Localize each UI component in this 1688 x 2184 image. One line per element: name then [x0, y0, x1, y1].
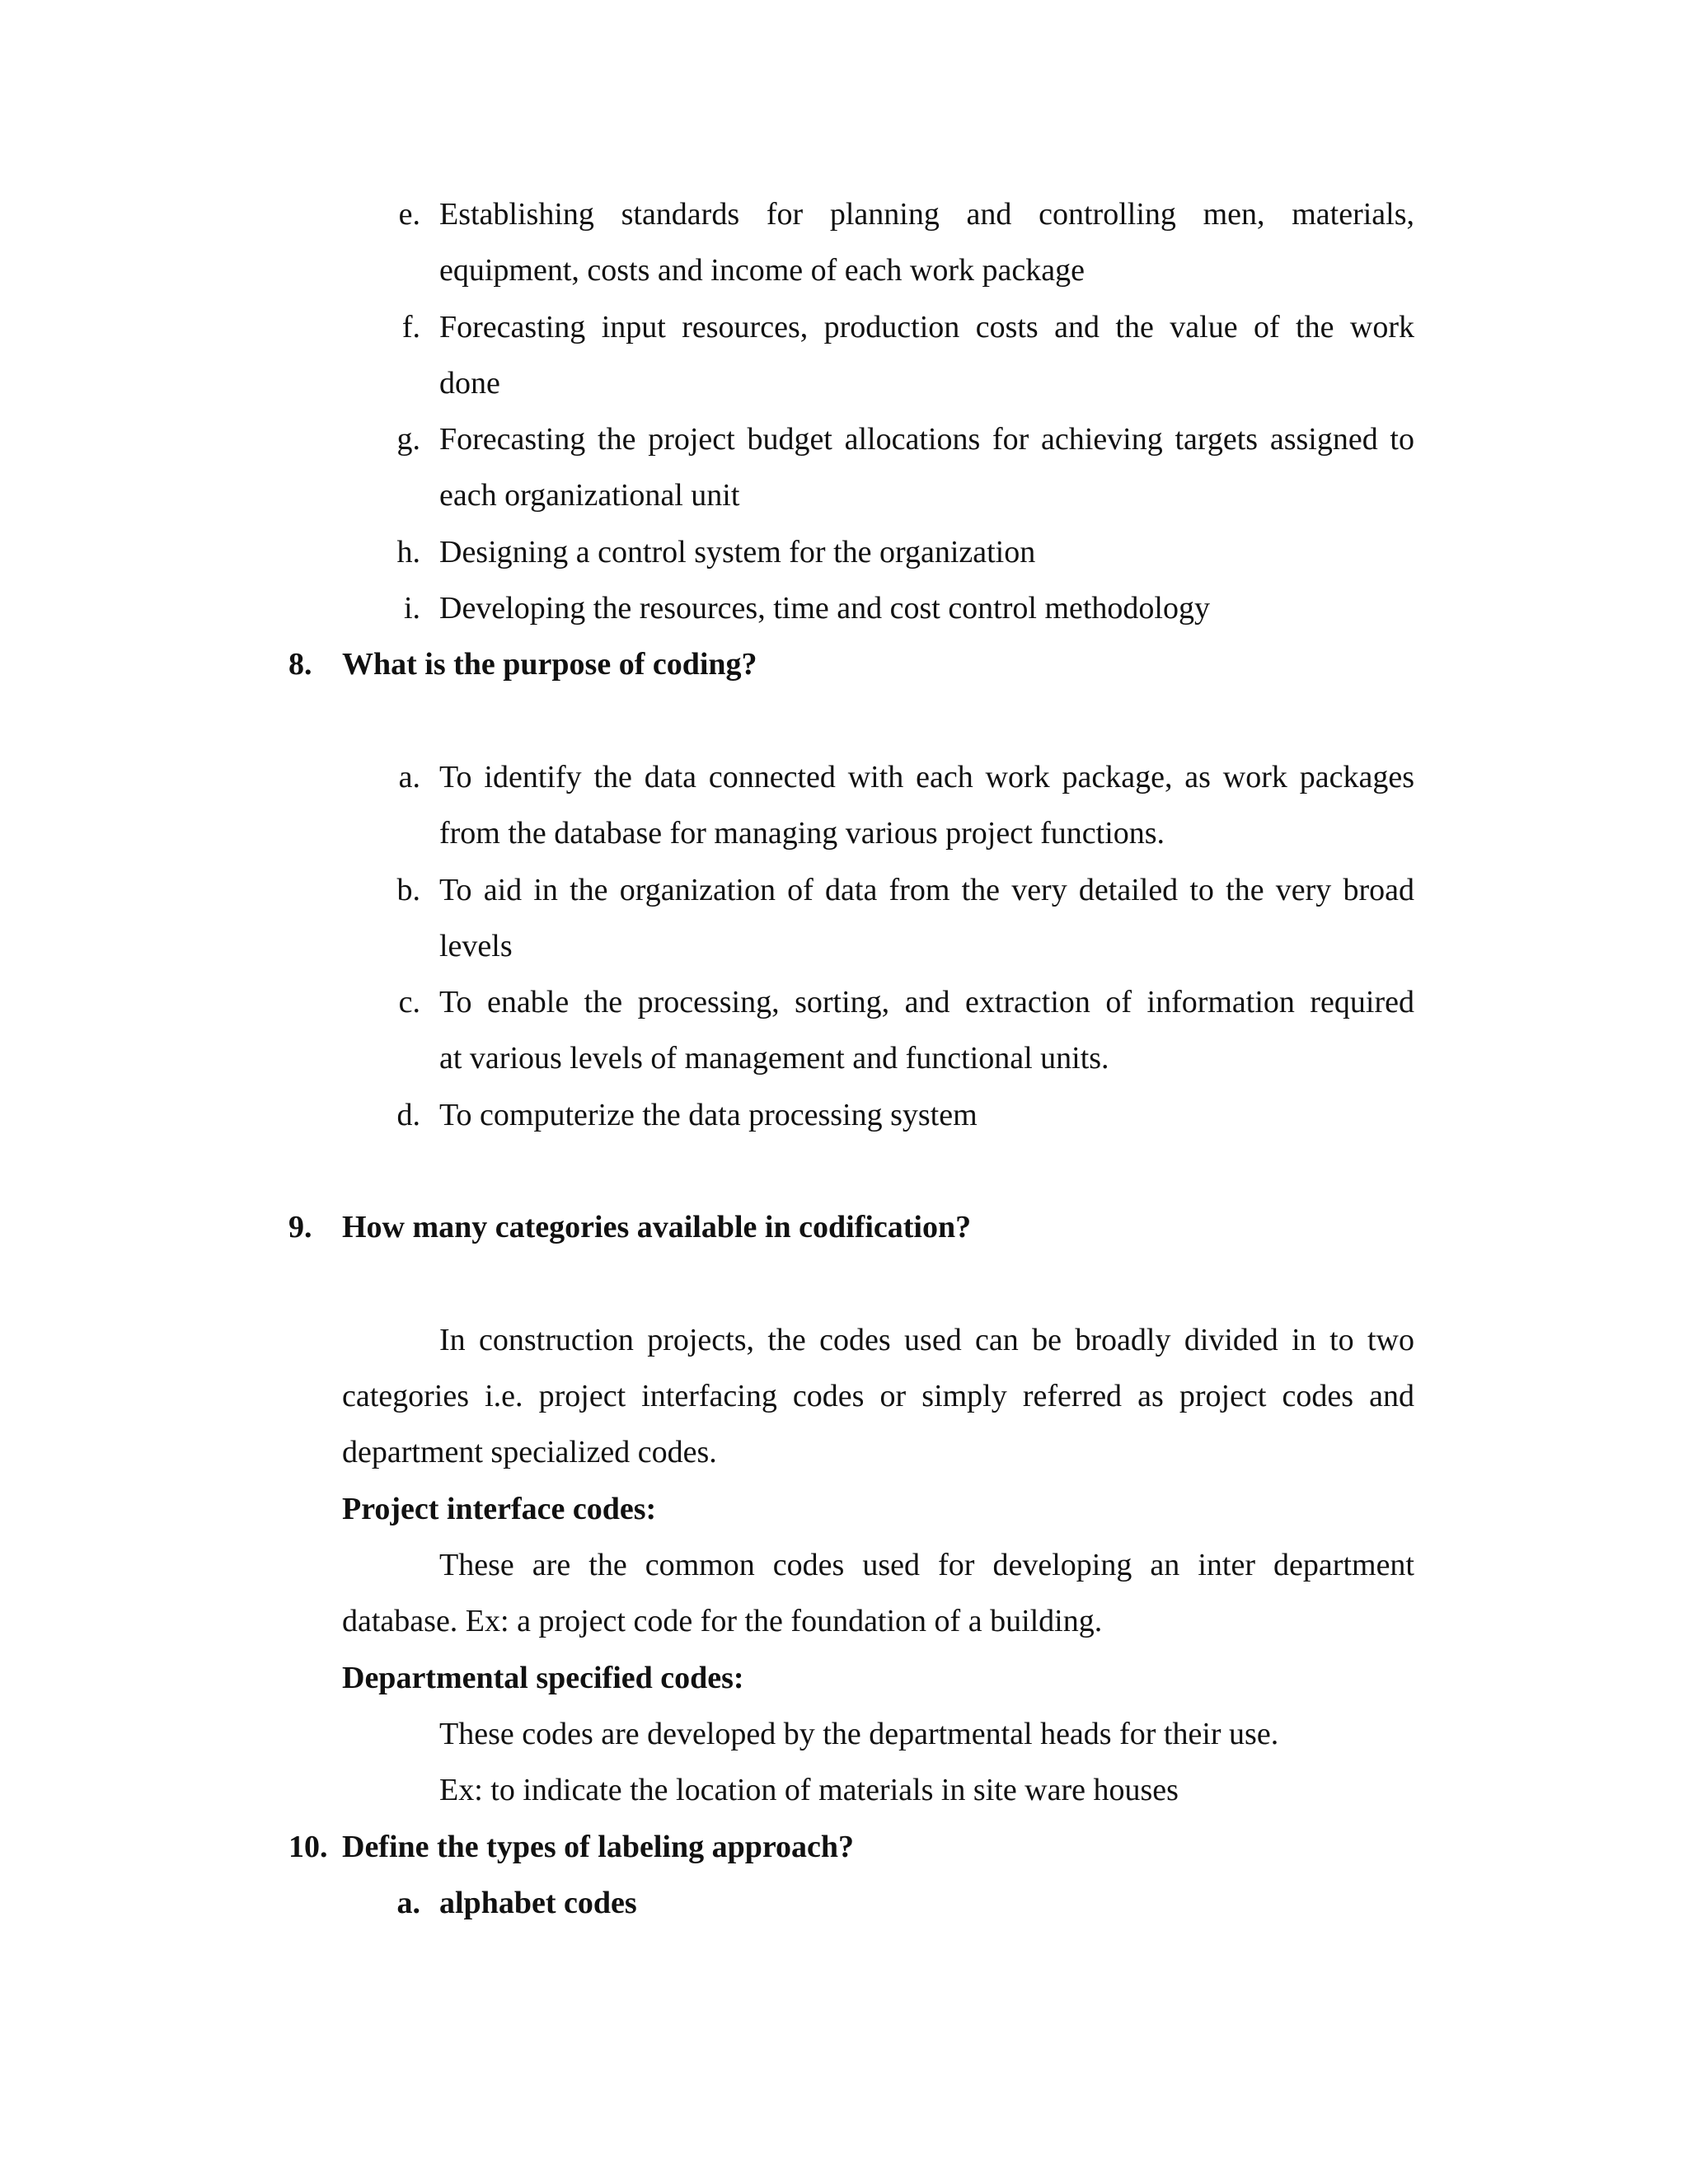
- q8-answer-a-line-2: from the database for managing various project functions.: [439, 816, 1165, 851]
- q9-intro-line-1: In construction projects, the codes used can be broadly divided in to two: [439, 1323, 1414, 1357]
- list-item-f-line-1: Forecasting input resources, production costs and the value of the work: [439, 310, 1414, 344]
- list-label-g: g.: [396, 422, 420, 457]
- question-10-heading: Define the types of labeling approach?: [342, 1830, 855, 1864]
- list-item-g-line-2: each organizational unit: [439, 478, 740, 513]
- question-10-number: 10.: [288, 1830, 328, 1864]
- departmental-codes-line-1: These codes are developed by the departmental heads for their use.: [439, 1717, 1279, 1751]
- q8-answer-b-line-2: levels: [439, 929, 513, 963]
- q8-answer-c-line-1: To enable the processing, sorting, and extraction of information required: [439, 985, 1414, 1019]
- q8-answer-b-line-1: To aid in the organization of data from the very detailed to the very broad: [439, 873, 1414, 907]
- q8-answer-c-line-2: at various levels of management and functional units.: [439, 1041, 1109, 1076]
- project-interface-line-2: database. Ex: a project code for the foundation of a building.: [342, 1604, 1103, 1638]
- list-label-e: e.: [398, 197, 420, 232]
- list-item-e-line-1: Establishing standards for planning and controlling men, materials,: [439, 197, 1414, 232]
- q10-sub-label-a: a.: [396, 1886, 420, 1920]
- list-item-g-line-1: Forecasting the project budget allocations for achieving targets assigned to: [439, 422, 1414, 457]
- list-item-e-line-2: equipment, costs and income of each work package: [439, 253, 1085, 288]
- q8-answer-label-c: c.: [398, 985, 420, 1019]
- q8-answer-label-d: d.: [396, 1098, 420, 1132]
- project-interface-line-1: These are the common codes used for developing an inter department: [439, 1548, 1414, 1582]
- list-label-f: f.: [401, 310, 420, 344]
- list-label-h: h.: [396, 535, 420, 569]
- q10-sub-item-a: alphabet codes: [439, 1886, 637, 1920]
- list-item-f-line-2: done: [439, 366, 500, 401]
- question-8-heading: What is the purpose of coding?: [342, 647, 757, 682]
- q8-answer-d-line-1: To computerize the data processing system: [439, 1098, 978, 1132]
- list-label-i: i.: [403, 591, 420, 626]
- list-item-h-line-1: Designing a control system for the organization: [439, 535, 1036, 569]
- question-8-number: 8.: [288, 647, 312, 682]
- q8-answer-label-b: b.: [396, 873, 420, 907]
- q8-answer-label-a: a.: [398, 760, 420, 794]
- list-item-i-line-1: Developing the resources, time and cost control methodology: [439, 591, 1210, 626]
- q9-intro-line-3: department specialized codes.: [342, 1435, 717, 1469]
- q8-answer-a-line-1: To identify the data connected with each work package, as work packages: [439, 760, 1414, 794]
- departmental-codes-line-2: Ex: to indicate the location of materials in site ware houses: [439, 1773, 1179, 1807]
- question-9-heading: How many categories available in codification?: [342, 1210, 972, 1244]
- q9-intro-line-2: categories i.e. project interfacing codes or simply referred as project codes and: [342, 1379, 1414, 1413]
- project-interface-heading: Project interface codes:: [342, 1492, 657, 1526]
- question-9-number: 9.: [288, 1210, 312, 1244]
- departmental-codes-heading: Departmental specified codes:: [342, 1661, 744, 1695]
